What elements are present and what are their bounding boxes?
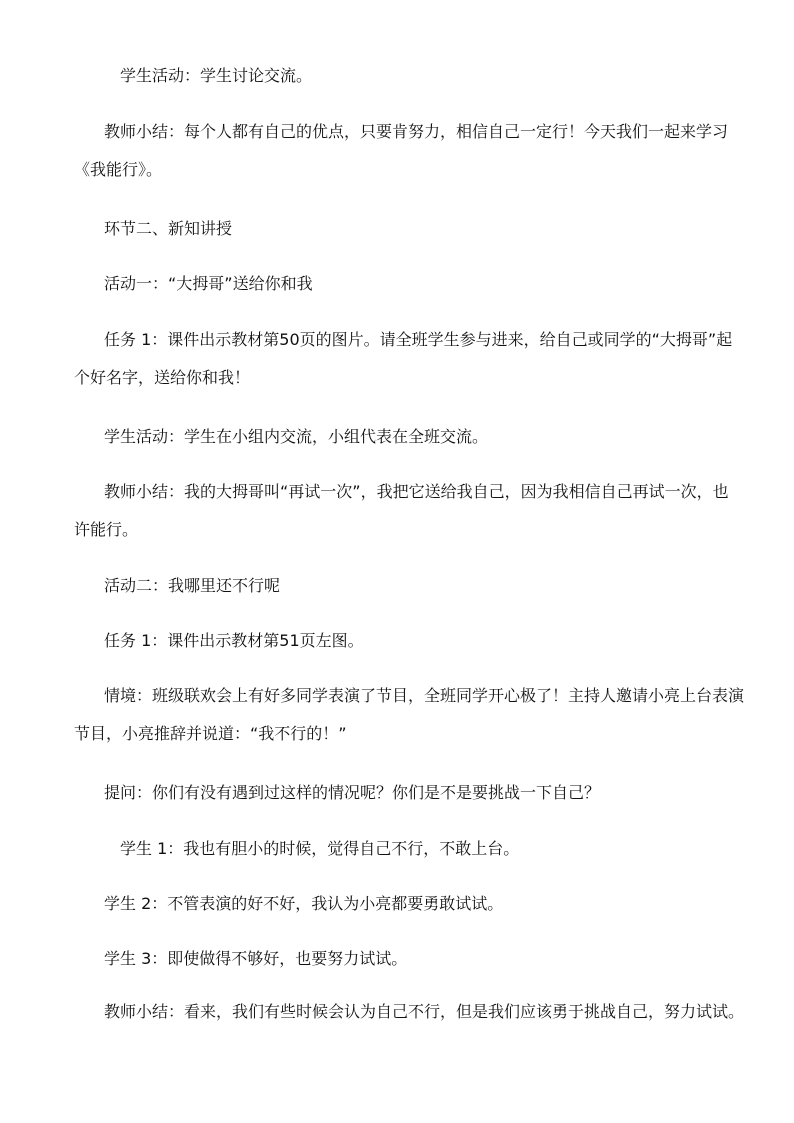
paragraph-student-3: 学生 3：即使做得不够好，也要努力试试。 xyxy=(104,949,408,968)
paragraph-section-heading: 环节二、新知讲授 xyxy=(104,219,233,238)
paragraph-teacher-summary-1: 教师小结：每个人都有自己的优点，只要肯努力，相信自己一定行！今天我们一起来学习《我能行》。 xyxy=(74,122,729,179)
paragraph-question: 提问：你们有没有遇到过这样的情况呢？你们是不是要挑战一下自己？ xyxy=(104,783,601,802)
paragraph-activity-one: 活动一：“大拇哥”送给你和我 xyxy=(104,274,313,293)
paragraph-student-1: 学生 1：我也有胆小的时候，觉得自己不行，不敢上台。 xyxy=(120,839,520,858)
paragraph-activity-two: 活动二：我哪里还不行呢 xyxy=(104,576,281,595)
paragraph-task-1-b: 任务 1：课件出示教材第51页左图。 xyxy=(104,631,364,650)
paragraph-teacher-summary-3: 教师小结：看来，我们有些时候会认为自己不行，但是我们应该勇于挑战自己，努力试试。 xyxy=(104,1002,745,1021)
paragraph-teacher-summary-2: 教师小结：我的大拇哥叫“再试一次”，我把它送给我自己，因为我相信自己再试一次，也许能行。 xyxy=(74,482,729,539)
paragraph-student-2: 学生 2：不管表演的好不好，我认为小亮都要勇敢试试。 xyxy=(104,894,504,913)
paragraph-task-1-a: 任务 1：课件出示教材第50页的图片。请全班学生参与进来，给自己或同学的“大拇哥”起个好名字，送给你和我！ xyxy=(74,330,733,387)
paragraph-scenario: 情境：班级联欢会上有好多同学表演了节目，全班同学开心极了！主持人邀请小亮上台表演节目，小亮推辞并说道：“我不行的！” xyxy=(74,686,745,743)
paragraph-student-activity-1: 学生活动：学生讨论交流。 xyxy=(120,66,313,85)
paragraph-student-activity-2: 学生活动：学生在小组内交流，小组代表在全班交流。 xyxy=(104,427,489,446)
